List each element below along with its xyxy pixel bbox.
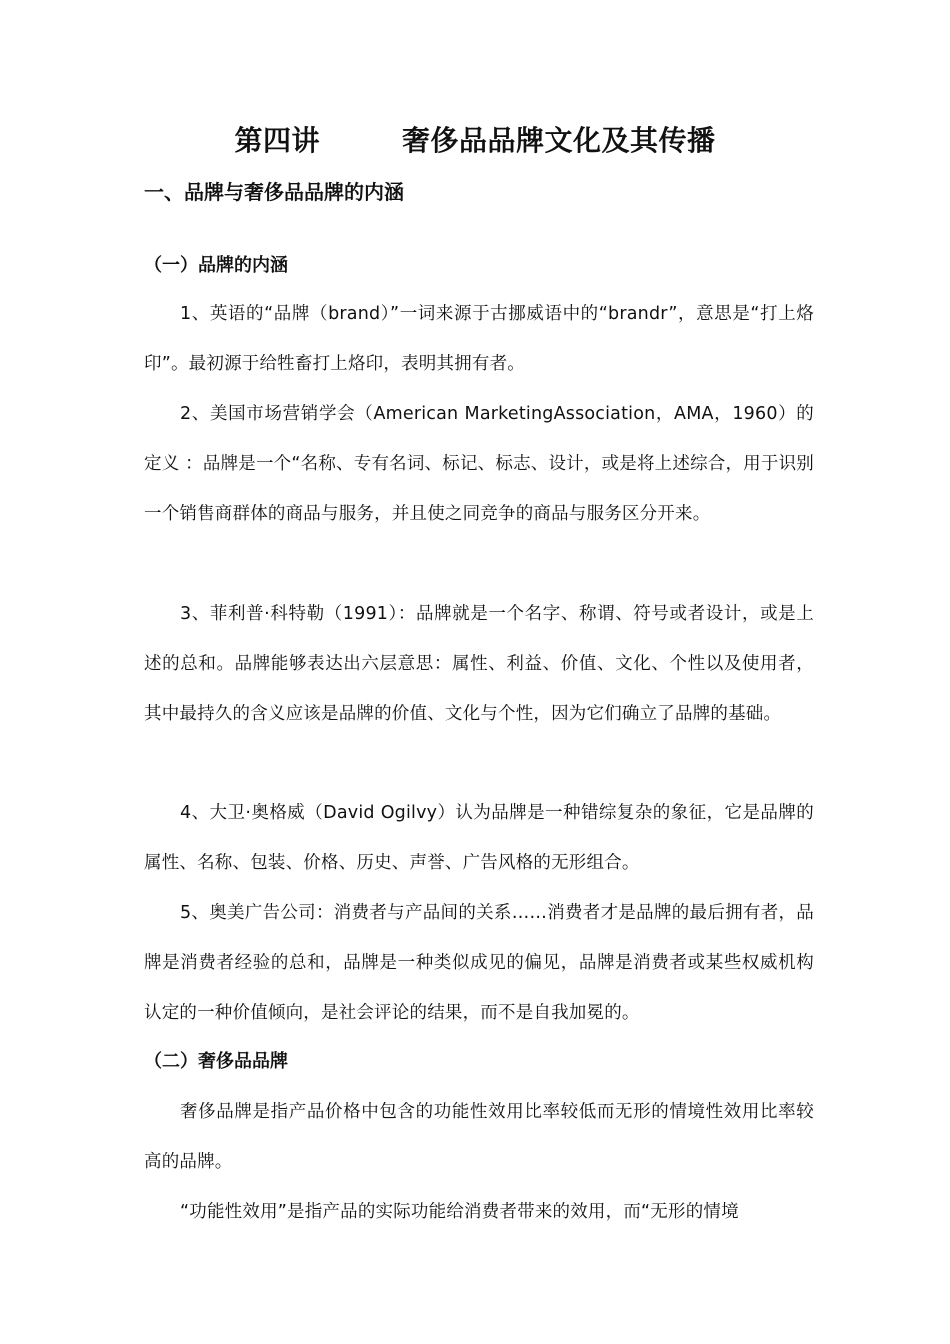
paragraph-7: “功能性效用”是指产品的实际功能给消费者带来的效用，而“无形的情境 (180, 1202, 739, 1222)
paragraph-3: 3、菲利普·科特勒（1991）：品牌就是一个名字、称谓、符号或者设计，或是上述的总和。品牌能够表达出六层意思：属性、利益、价值、文化、个性以及使用者，其中最持久的含义应该是品牌的价值、文化与个性，因为它们确立了品牌的基础。 (144, 604, 814, 724)
paragraph-6: 奢侈品牌是指产品价格中包含的功能性效用比率较低而无形的情境性效用比率较高的品牌。 (144, 1102, 814, 1172)
subsection-heading-luxury-brand: （二）奢侈品品牌 (144, 1051, 288, 1072)
document-title: 第四讲 奢侈品品牌文化及其传播 (234, 124, 716, 157)
paragraph-2: 2、美国市场营销学会（American MarketingAssociation，AMA，1960）的定义 ：品牌是一个“名称、专有名词、标记、标志、设计，或是将上述综合，用于识别一个销售商群体的商品与服务，并且使之同竞争的商品与服务区分开来。 (144, 404, 814, 524)
paragraph-1: 1、英语的“品牌（brand）”一词来源于古挪威语中的“brandr”，意思是“打上烙印”。最初源于给牲畜打上烙印，表明其拥有者。 (144, 304, 814, 374)
section-heading-brand-and-luxury-brand: 一、品牌与奢侈品品牌的内涵 (144, 180, 404, 204)
paragraph-4: 4、大卫·奥格威（David Ogilvy）认为品牌是一种错综复杂的象征，它是品牌的属性、名称、包装、价格、历史、声誉、广告风格的无形组合。 (144, 803, 814, 873)
paragraph-5: 5、奥美广告公司：消费者与产品间的关系……消费者才是品牌的最后拥有者，品牌是消费者经验的总和，品牌是一种类似成见的偏见，品牌是消费者或某些权威机构认定的一种价值倾向，是社会评论的结果，而不是自我加冕的。 (144, 903, 814, 1023)
subsection-heading-brand-meaning: （一）品牌的内涵 (144, 255, 288, 276)
